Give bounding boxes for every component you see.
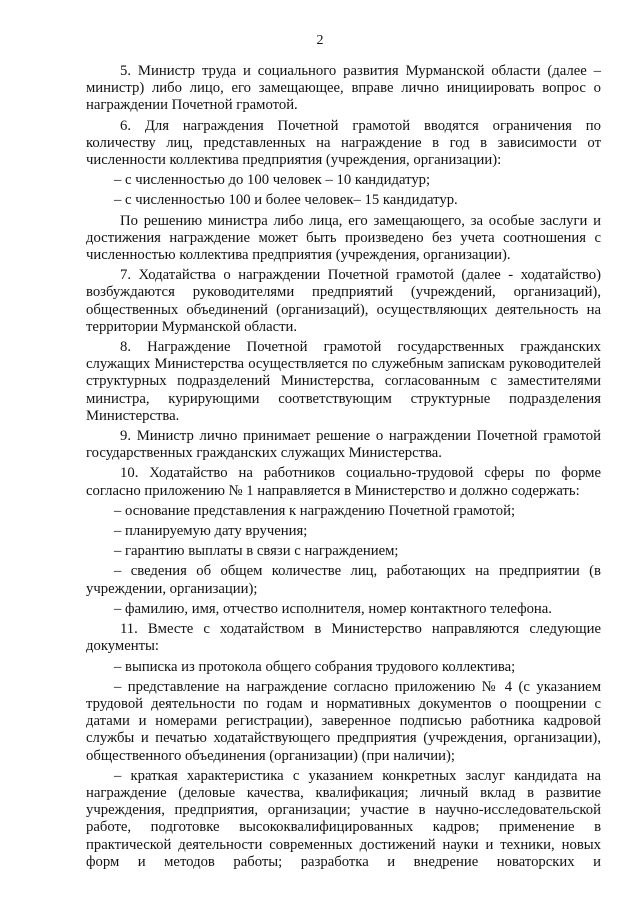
paragraph-item-8: 8. Награждение Почетной грамотой государственных гражданских служащих Министерства осуществляется по служебным запискам руководителей структурных подразделений Министерства, согласованным с заместителями министра, курирующими соответствующим структурные подразделения Министерства. [86,339,601,424]
paragraph-item-11: 11. Вместе с ходатайством в Министерство направляются следующие документы: [86,621,601,655]
list-item-dash: – с численностью 100 и более человек– 15 кандидатур. [114,192,458,209]
list-item-dash: – сведения об общем количестве лиц, работающих на предприятии (в учреждении, организации); [86,563,601,597]
paragraph-item-5: 5. Министр труда и социального развития Мурманской области (далее – министр) либо лицо, его замещающее, вправе лично инициировать вопрос о награждении Почетной грамотой. [86,63,601,114]
list-item-dash: – гарантию выплаты в связи с награждением; [114,543,399,560]
list-item-dash: – краткая характеристика с указанием конкретных заслуг кандидата на награждение (деловые качества, квалификация; личный вклад в развитие учреждения, предприятия, организации; участие в научно-исследовательской работе, подготовке высококвалифицированных кадров; применение в практической деятельности современных достижений науки и техники, новых форм и методов работы; разработка и внедрение новаторских и [86,767,601,870]
page-number: 2 [316,33,324,48]
list-item-dash: – выписка из протокола общего собрания трудового коллектива; [114,658,516,675]
list-item-dash: – планируемую дату вручения; [114,523,308,540]
list-item-dash: – основание представления к награждению Почетной грамотой; [114,502,516,519]
list-item-dash: – представление на награждение согласно приложению № 4 (с указанием трудовой деятельности по годам и нормативных документов о поощрении с датами и номерами регистрации), заверенное подписью работника кадровой службы и печатью ходатайствующего предприятия (учреждения, организации), общественного объединения (организации) (при наличии); [86,678,601,764]
list-item-dash: – фамилию, имя, отчество исполнителя, номер контактного телефона. [114,600,552,617]
paragraph-item-10: 10. Ходатайство на работников социально-трудовой сферы по форме согласно приложению № 1 направляется в Министерство и должно содержать: [86,465,601,499]
paragraph-item-7: 7. Ходатайства о награждении Почетной грамотой (далее - ходатайство) возбуждаются руководителями предприятий (учреждений, организаций), общественных объединений (организаций), осуществляющих деятельность на территории Мурманской области. [86,267,601,335]
paragraph-item-6: 6. Для награждения Почетной грамотой вводятся ограничения по количеству лиц, представленных на награждение в год в зависимости от численности коллектива предприятия (учреждения, организации): [86,117,601,169]
paragraph-item-9: 9. Министр лично принимает решение о награждении Почетной грамотой государственных гражданских служащих Министерства. [86,428,601,462]
list-item-dash: – с численностью до 100 человек – 10 кандидатур; [114,172,431,189]
document-body [86,63,601,874]
paragraph: По решению министра либо лица, его замещающего, за особые заслуги и достижения награждение может быть произведено без учета соотношения с численностью коллектива предприятия (учреждения, организации). [86,212,601,264]
